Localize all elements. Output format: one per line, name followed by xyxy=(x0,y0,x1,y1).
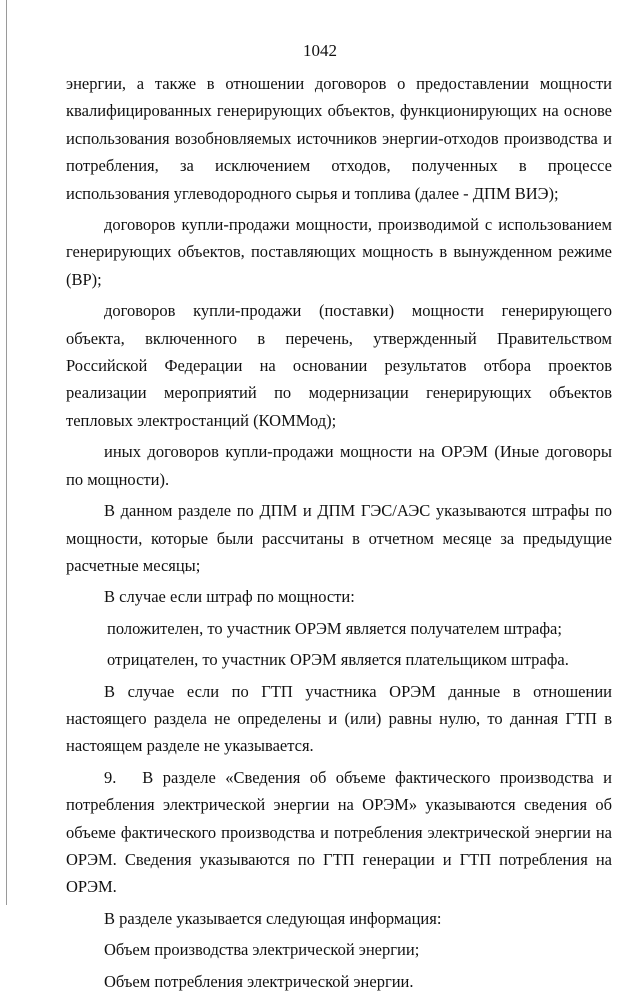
paragraph-2: договоров купли-продажи мощности, производимой с использованием генерирующих объектов, поставляющих мощность в вынужденном режиме (ВР); xyxy=(66,215,612,289)
paragraph-10: 9. В разделе «Сведения об объеме фактического производства и потребления электрической энергии на ОРЭМ» указываются сведения об объеме фактического производства и потребления электрической энергии на ОРЭМ. Сведения указываются по ГТП генерации и ГТП потребления на ОРЭМ. xyxy=(66,767,612,897)
paragraph-7: положителен, то участник ОРЭМ является получателем штрафа; xyxy=(107,618,562,638)
paragraph-13: Объем потребления электрической энергии. xyxy=(104,971,414,991)
page-number: 1042 xyxy=(303,41,337,60)
paragraph-3: договоров купли-продажи (поставки) мощности генерирующего объекта, включенного в перечень, утвержденный Правительством Российской Федерации на основании результатов отбора проектов реализации мероприятий по модернизации генерирующих объектов тепловых электростанций (КОММод); xyxy=(66,301,612,430)
paragraph-5: В данном разделе по ДПМ и ДПМ ГЭС/АЭС указываются штрафы по мощности, которые были рассчитаны в отчетном месяце за предыдущие расчетные месяцы; xyxy=(66,501,612,575)
document-body xyxy=(66,70,612,995)
paragraph-1: энергии, а также в отношении договоров о предоставлении мощности квалифицированных генерирующих объектов, функционирующих на основе использования возобновляемых источников энергии-отходов производства и потребления, за исключением отходов, полученных в процессе использования углеводородного сырья и топлива (далее - ДПМ ВИЭ); xyxy=(66,74,612,203)
paragraph-4: иных договоров купли-продажи мощности на ОРЭМ (Иные договоры по мощности). xyxy=(66,442,612,489)
paragraph-12: Объем производства электрической энергии; xyxy=(104,940,420,960)
paragraph-11: В разделе указывается следующая информация: xyxy=(104,908,442,928)
scan-edge-line xyxy=(6,0,7,905)
paragraph-6: В случае если штраф по мощности: xyxy=(104,587,355,607)
paragraph-9: В случае если по ГТП участника ОРЭМ данные в отношении настоящего раздела не определены и (или) равны нулю, то данная ГТП в настоящем разделе не указывается. xyxy=(66,681,612,756)
paragraph-8: отрицателен, то участник ОРЭМ является плательщиком штрафа. xyxy=(107,650,569,670)
